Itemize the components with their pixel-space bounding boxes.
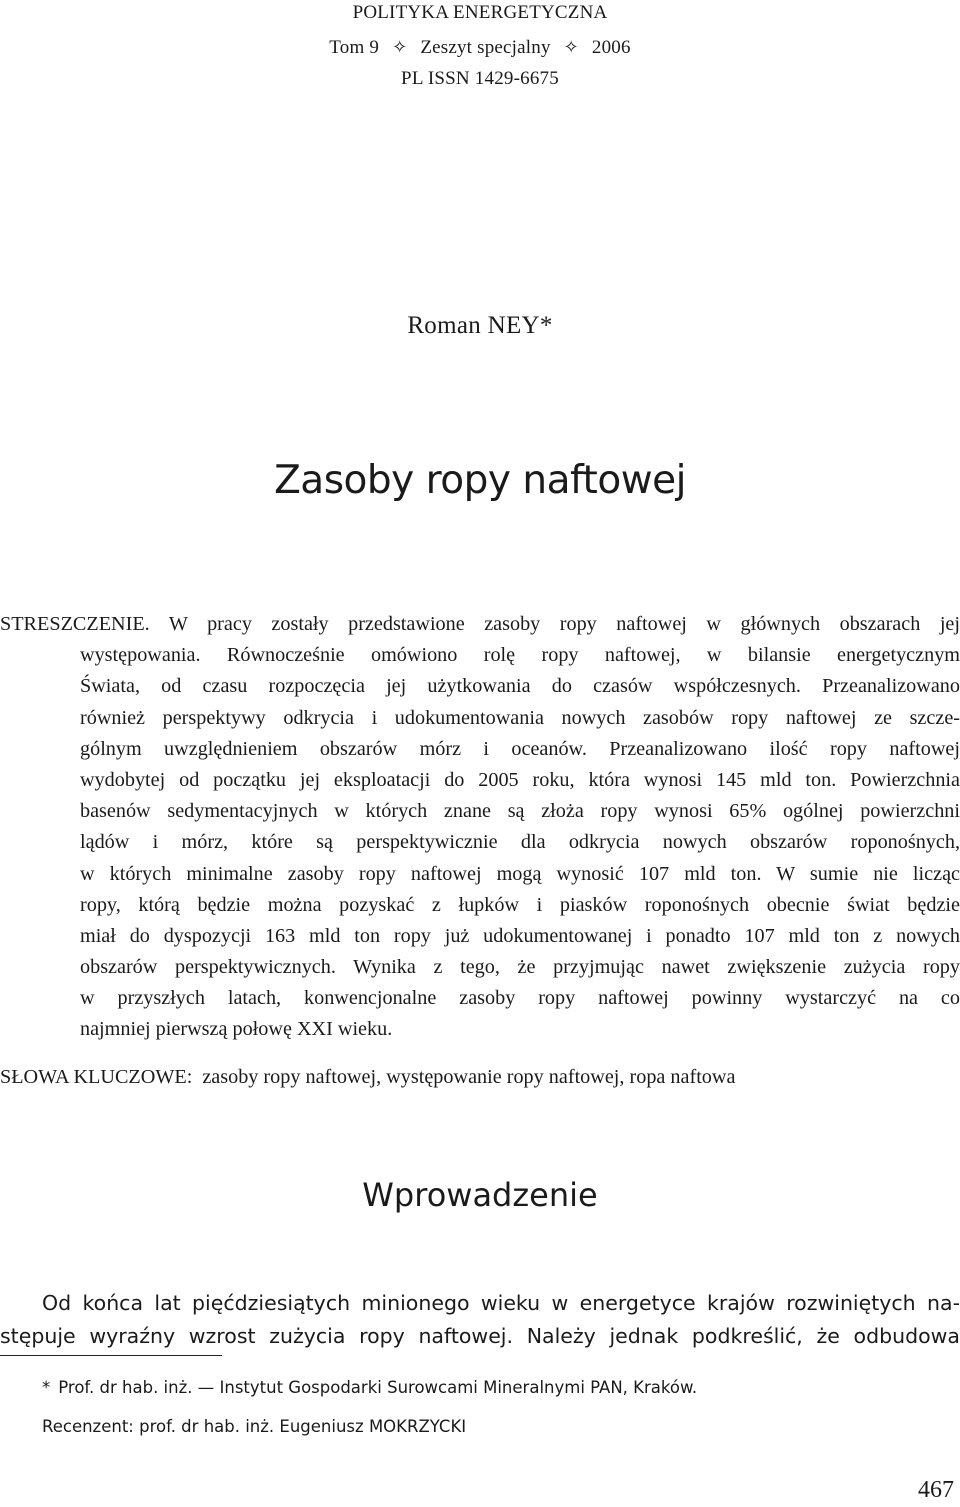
paper-title: Zasoby ropy naftowej bbox=[274, 458, 686, 503]
abstract-line: w których minimalne zasoby ropy naftowej mogą wynosić 107 mld ton. W sumie nie licząc bbox=[80, 862, 960, 885]
footnote bbox=[42, 1377, 697, 1399]
journal-issue: Zeszyt specjalny bbox=[420, 37, 551, 58]
intro-line: Od końca lat pięćdziesiątych minionego wieku w energetyce krajów rozwiniętych na- bbox=[42, 1291, 960, 1315]
abstract-label: STRESZCZENIE. bbox=[0, 613, 150, 635]
abstract-line: obszarów perspektywicznych. Wynika z tego, że przyjmując nawet zwiększenie zużycia ropy bbox=[80, 956, 960, 979]
intro-paragraph bbox=[0, 1287, 960, 1353]
author-footnote-mark: * bbox=[539, 312, 553, 339]
abstract-line: również perspektywy odkrycia i udokumentowania nowych zasobów ropy naftowej ze szcze- bbox=[80, 706, 960, 729]
abstract-line: występowania. Równocześnie omówiono rolę ropy naftowej, w bilansie energetycznym bbox=[80, 644, 960, 667]
reviewer-note bbox=[42, 1416, 466, 1438]
diamond-separator-icon: ✧ bbox=[392, 37, 408, 57]
abstract-line: gólnym uwzględnieniem obszarów mórz i oceanów. Przeanalizowano ilość ropy naftowej bbox=[80, 737, 960, 760]
abstract-line: najmniej pierwszą połowę XXI wieku. bbox=[80, 1018, 393, 1041]
diamond-separator-icon: ✧ bbox=[563, 37, 579, 57]
journal-volume: Tom 9 bbox=[329, 37, 380, 58]
footnote-text: Prof. dr hab. inż. — Instytut Gospodarki Surowcami Mineralnymi PAN, Kraków. bbox=[58, 1378, 698, 1397]
abstract-line: ropy, którą będzie można pozyskać z łupków i piasków roponośnych obecnie świat będzie bbox=[80, 893, 960, 916]
abstract-line: wydobytej od początku jej eksploatacji do 2005 roku, która wynosi 145 mld ton. Powierzchnia bbox=[80, 768, 960, 791]
abstract-line: lądów i mórz, które są perspektywicznie dla odkrycia nowych obszarów roponośnych, bbox=[80, 831, 960, 854]
author-first-name: Roman bbox=[407, 312, 482, 339]
journal-volume-line bbox=[0, 34, 960, 66]
keywords bbox=[0, 1062, 735, 1093]
journal-issn: PL ISSN 1429-6675 bbox=[401, 68, 559, 89]
abstract-line: STRESZCZENIE. W pracy zostały przedstawione zasoby ropy naftowej w głównych obszarach jej bbox=[0, 613, 960, 635]
abstract-line: miał do dyspozycji 163 mld ton ropy już udokumentowanej i ponadto 107 mld ton z nowych bbox=[80, 924, 960, 947]
abstract-line: w przyszłych latach, konwencjonalne zasoby ropy naftowej powinny wystarczyć na co bbox=[80, 987, 960, 1010]
journal-year: 2006 bbox=[591, 37, 631, 58]
reviewer-name: MOKRZYCKI bbox=[368, 1417, 467, 1436]
author-last-name: NEY bbox=[487, 312, 540, 339]
abstract-line: basenów sedymentacyjnych w których znane są złoża ropy wynosi 65% ogólnej powierzchni bbox=[80, 800, 960, 823]
journal-name: POLITYKA ENERGETYCZNA bbox=[352, 2, 608, 23]
intro-line: stępuje wyraźny wzrost zużycia ropy naftowej. Należy jednak podkreślić, że odbudowa bbox=[0, 1324, 960, 1348]
reviewer-prefix: Recenzent: prof. dr hab. inż. Eugeniusz bbox=[42, 1417, 364, 1436]
keywords-text: zasoby ropy naftowej, występowanie ropy naftowej, ropa naftowa bbox=[202, 1066, 736, 1088]
keywords-label: SŁOWA KLUCZOWE: bbox=[0, 1066, 193, 1088]
author-line bbox=[0, 312, 960, 340]
journal-header bbox=[0, 0, 960, 98]
footnote-rule bbox=[0, 1355, 222, 1356]
abstract bbox=[0, 609, 960, 1046]
section-heading: Wprowadzenie bbox=[362, 1176, 598, 1214]
abstract-line: Świata, od czasu rozpoczęcia jej użytkowania do czasów współczesnych. Przeanalizowano bbox=[80, 675, 960, 698]
page-number: 467 bbox=[918, 1477, 954, 1503]
footnote-mark: * bbox=[42, 1378, 51, 1397]
